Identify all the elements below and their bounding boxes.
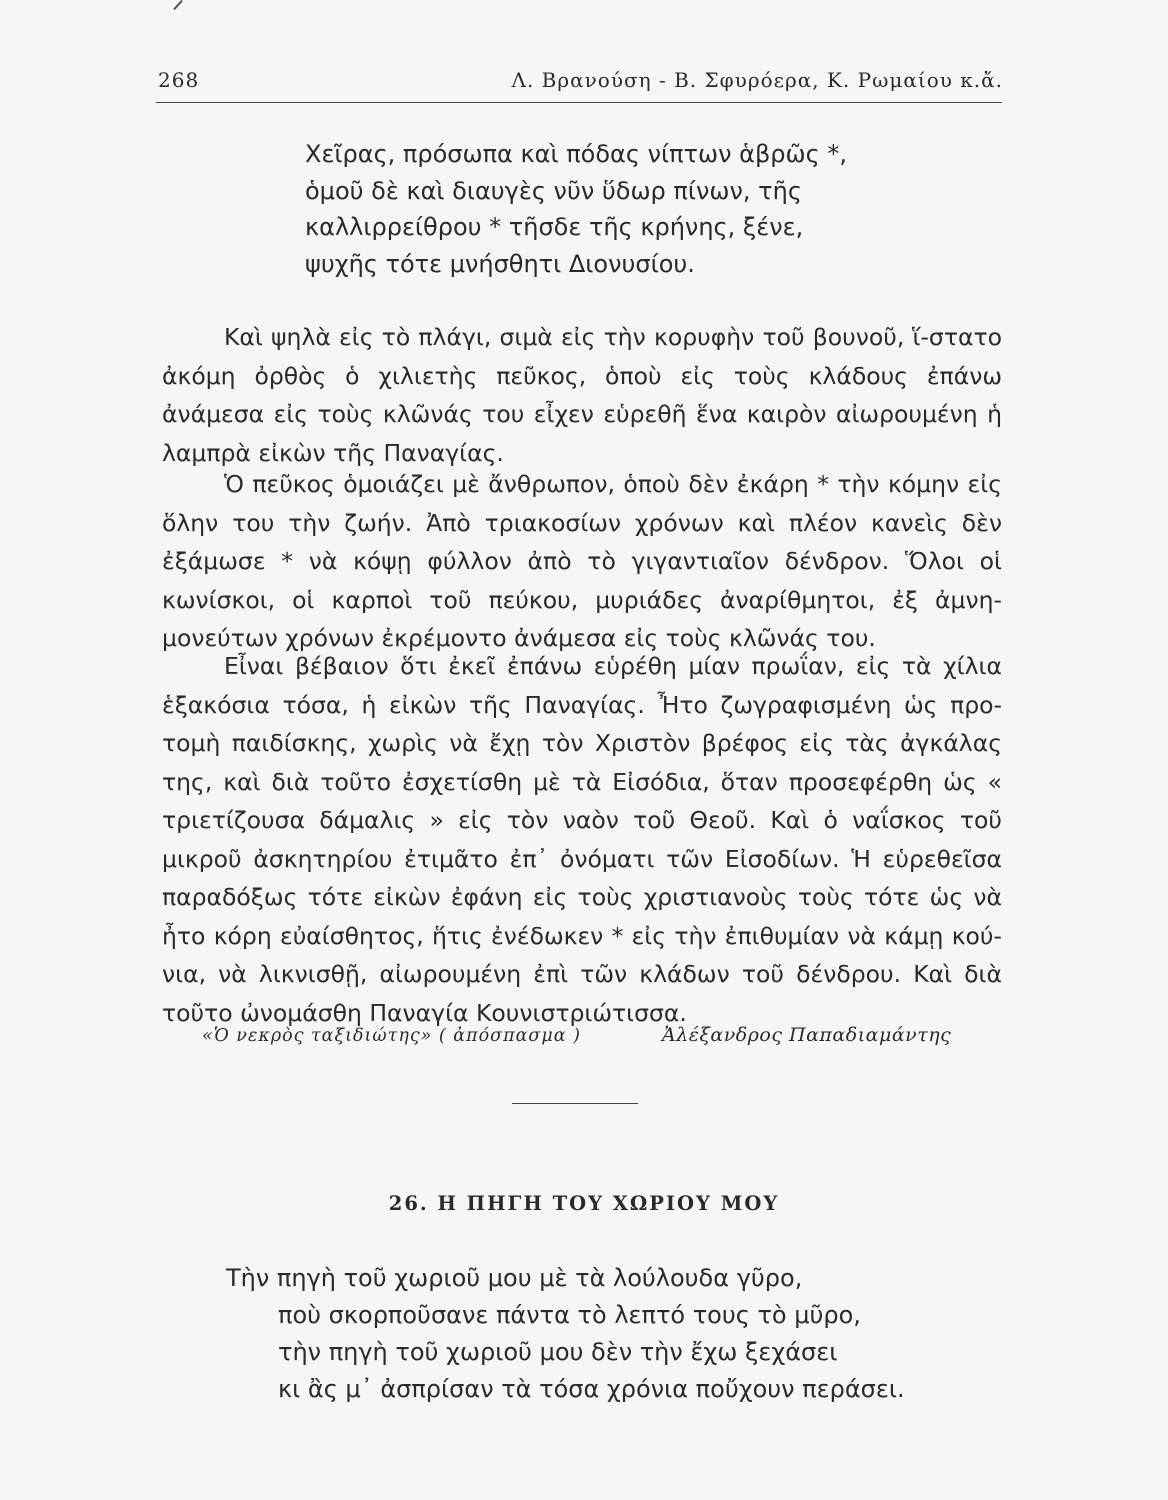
poem-line: τὴν πηγὴ τοῦ χωριοῦ μου δὲν τὴν ἔχω ξεχάσει: [278, 1338, 838, 1366]
poem-line: Τὴν πηγὴ τοῦ χωριοῦ μου μὲ τὰ λούλουδα γῦρο,: [226, 1264, 803, 1292]
page-number: 268: [158, 68, 200, 92]
section-poem: [226, 1260, 905, 1408]
prose-block-1: [162, 318, 1002, 478]
stray-pen-mark: [173, 0, 183, 10]
running-head: Λ. Βρανούση - Β. Σφυρόερα, Κ. Ρωμαίου κ.ἄ.: [511, 68, 1003, 92]
paragraph: Καὶ ψηλὰ εἰς τὸ πλάγι, σιμὰ εἰς τὴν κορυφὴν τοῦ βουνοῦ, ἵ-στατο ἀκόμη ὀρθὸς ὁ χιλιετὴς πεῦκος, ὁποὺ εἰς τοὺς κλάδους ἐπάνω ἀνάμεσα εἰς τοὺς κλῶνάς του εἶχεν εὑρεθῆ ἕνα καιρὸν αἰωρουμένη ἡ λαμπρὰ εἰκὼν τῆς Παναγίας.: [162, 323, 1002, 467]
poem-line: ὁμοῦ δὲ καὶ διαυγὲς νῦν ὕδωρ πίνων, τῆς: [305, 176, 802, 205]
section-title: 26. Η ΠΗΓΗ ΤΟΥ ΧΩΡΙΟΥ ΜΟΥ: [388, 1192, 780, 1215]
poem-line: ψυχῆς τότε μνήσθητι Διονυσίου.: [305, 249, 695, 278]
header-rule: [156, 102, 1002, 103]
poem-line: καλλιρρείθρου * τῆσδε τῆς κρήνης, ξένε,: [305, 213, 804, 241]
prose-block-2: [162, 465, 1002, 664]
section-divider: [512, 1103, 638, 1104]
attribution-author: Ἀλέξανδρος Παπαδιαμάντης: [662, 1024, 952, 1046]
prose-block-3: [162, 647, 1002, 1038]
poem-line: Χεῖρας, πρόσωπα καὶ πόδας νίπτων ἁβρῶς *,: [305, 140, 847, 168]
poem-line: ποὺ σκορποῦσανε πάντα τὸ λεπτό τους τὸ μῦρο,: [278, 1301, 861, 1329]
inscription-poem: [305, 136, 847, 282]
attribution-source: «Ὁ νεκρὸς ταξιδιώτης» ( ἀπόσπασμα ): [202, 1026, 581, 1046]
poem-line: κι ἂς μ᾽ ἀσπρίσαν τὰ τόσα χρόνια ποὔχουν περάσει.: [278, 1375, 905, 1403]
paragraph: Εἶναι βέβαιον ὅτι ἐκεῖ ἐπάνω εὑρέθη μίαν πρωΐαν, εἰς τὰ χίλια ἑξακόσια τόσα, ἡ εἰκὼν τῆς Παναγίας. Ἦτο ζωγραφισμένη ὡς προ-τομὴ παιδίσκης, χωρὶς νὰ ἔχῃ τὸν Χριστὸν βρέφος εἰς τὰς ἀγκάλας της, καὶ διὰ τοῦτο ἐσχετίσθη μὲ τὰ Εἰσόδια, ὅταν προσεφέρθη ὡς « τριετίζουσα δάμαλις » εἰς τὸν ναὸν τοῦ Θεοῦ. Καὶ ὁ ναΐσκος τοῦ μικροῦ ἀσκητηρίου ἐτιμᾶτο ἐπ᾽ ὀνόματι τῶν Εἰσοδίων. Ἡ εὑρεθεῖσα παραδόξως τότε εἰκὼν ἐφάνη εἰς τοὺς χριστιανοὺς τοὺς τότε ὡς νὰ ἦτο κόρη εὐαίσθητος, ἥτις ἐνέδωκεν * εἰς τὴν ἐπιθυμίαν νὰ κάμῃ κού-νια, νὰ λικνισθῇ, αἰωρουμένη ἐπὶ τῶν κλάδων τοῦ δένδρου. Καὶ διὰ τοῦτο ὠνομάσθη Παναγία Κουνιστριώτισσα.: [162, 652, 1002, 1027]
paragraph: Ὁ πεῦκος ὁμοιάζει μὲ ἄνθρωπον, ὁποὺ δὲν ἐκάρη * τὴν κόμην εἰς ὅλην του τὴν ζωήν. Ἀπὸ τριακοσίων χρόνων καὶ πλέον κανεὶς δὲν ἐξάμωσε * νὰ κόψῃ φύλλον ἀπὸ τὸ γιγαντιαῖον δένδρον. Ὅλοι οἱ κωνίσκοι, οἱ καρποὶ τοῦ πεύκου, μυριάδες ἀναρίθμητοι, ἐξ ἀμνη-μονεύτων χρόνων ἐκρέμοντο ἀνάμεσα εἰς τοὺς κλῶνάς του.: [162, 470, 1002, 652]
